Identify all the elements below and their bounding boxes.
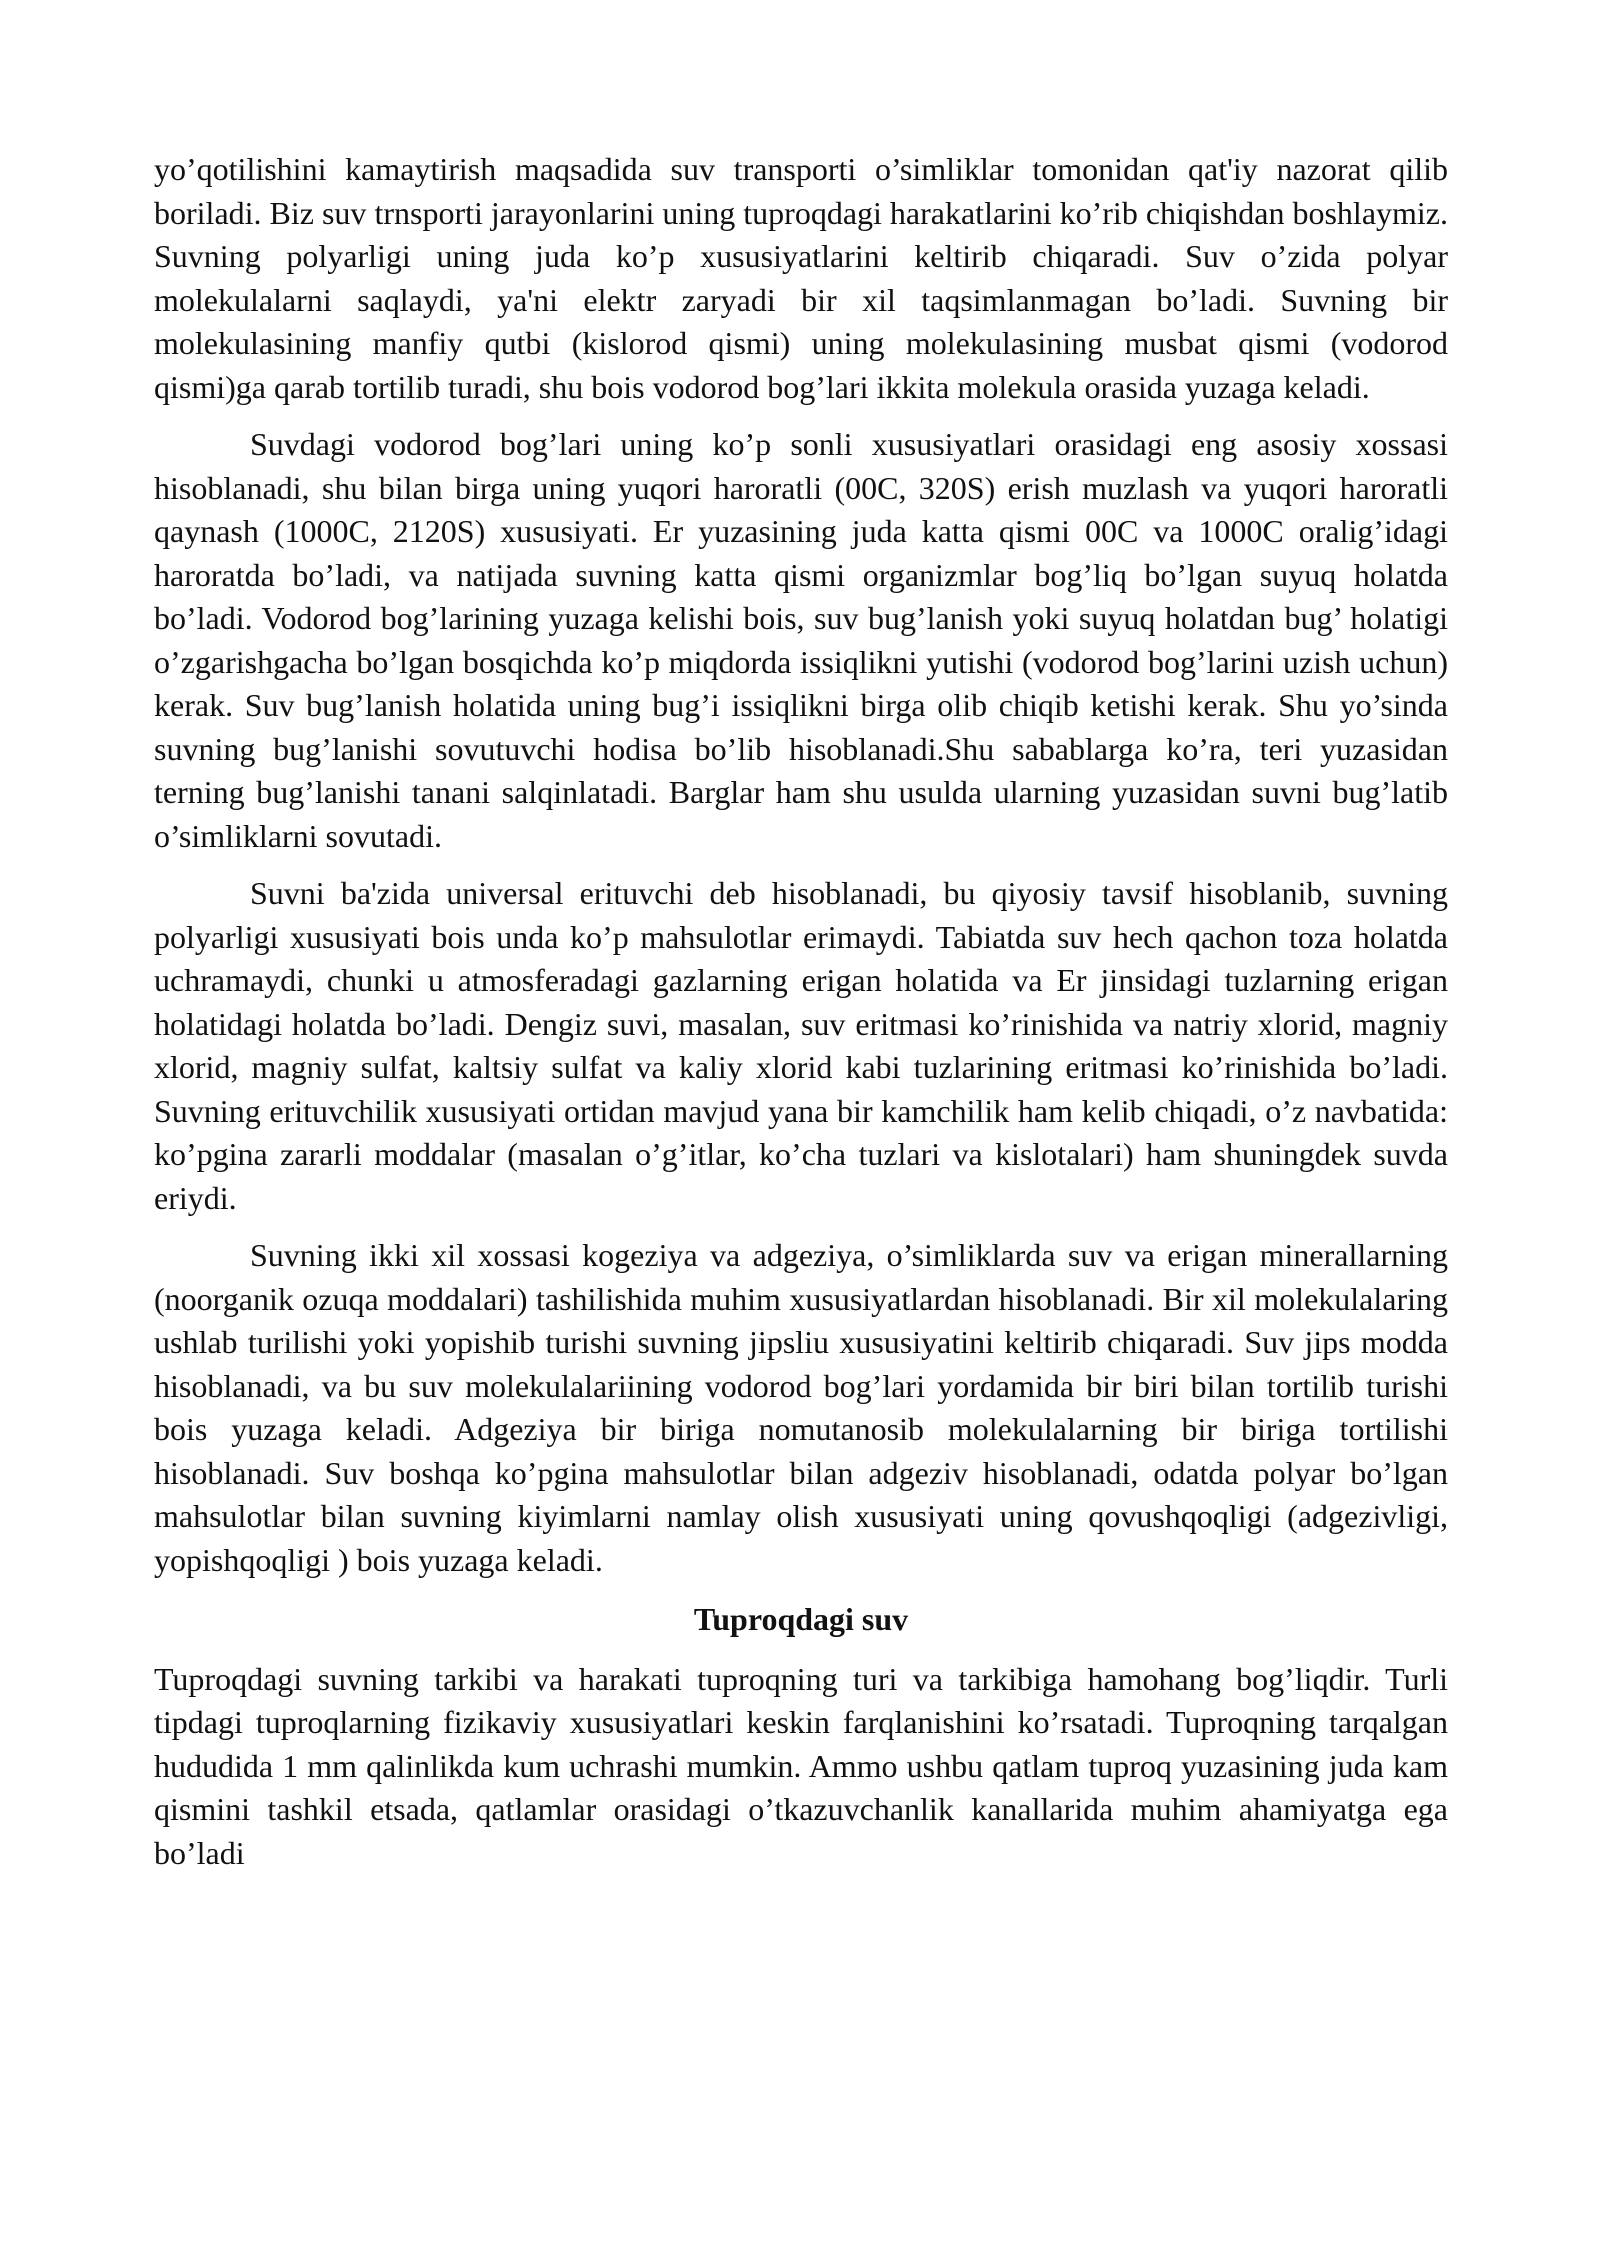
paragraph-cohesion-adhesion: Suvning ikki xil xossasi kogeziya va adgeziya, o’simliklarda suv va erigan minerallarning (noorganik ozuqa moddalari) tashilishida muhim xususiyatlardan hisoblanadi. Bir xil molekulalaring ushlab turilishi yoki yopishib turishi suvning jipsliu xususiyatini keltirib chiqaradi. Suv jips modda hisoblanadi, va bu suv molekulalariining vodorod bog’lari yordamida bir biri bilan tortilib turishi bois yuzaga keladi. Adgeziya bir biriga nomutanosib molekulalarning bir biriga tortilishi hisoblanadi. Suv boshqa ko’pgina mahsulotlar bilan adgeziv hisoblanadi, odatda polyar bo’lgan mahsulotlar bilan suvning kiyimlarni namlay olish xususiyati uning qovushqoqligi (adgezivligi, yopishqoqligi ) bois yuzaga keladi. xyxy=(154,1237,1448,1578)
paragraph-water-polarity: yo’qotilishini kamaytirish maqsadida suv transporti o’simliklar tomonidan qat'iy nazorat qilib boriladi. Biz suv trnsporti jarayonlarini uning tuproqdagi harakatlarini ko’rib chiqishdan boshlaymiz. Suvning polyarligi uning juda ko’p xususiyatlarini keltirib chiqaradi. Suv o’zida polyar molekulalarni saqlaydi, ya'ni elektr zaryadi bir xil taqsimlanmagan bo’ladi. Suvning bir molekulasining manfiy qutbi (kislorod qismi) uning molekulasining musbat qismi (vodorod qismi)ga qarab tortilib turadi, shu bois vodorod bog’lari ikkita molekula orasida yuzaga keladi. xyxy=(154,151,1448,405)
paragraph-universal-solvent: Suvni ba'zida universal erituvchi deb hisoblanadi, bu qiyosiy tavsif hisoblanib, suvning polyarligi xususiyati bois unda ko’p mahsulotlar erimaydi. Tabiatda suv hech qachon toza holatda uchramaydi, chunki u atmosferadagi gazlarning erigan holatida va Er jinsidagi tuzlarning erigan holatidagi holatda bo’ladi. Dengiz suvi, masalan, suv eritmasi ko’rinishida va natriy xlorid, magniy xlorid, magniy sulfat, kaltsiy sulfat va kaliy xlorid kabi tuzlarining eritmasi ko’rinishida bo’ladi. Suvning erituvchilik xususiyati ortidan mavjud yana bir kamchilik ham kelib chiqadi, o’z navbatida: ko’pgina zararli moddalar (masalan o’g’itlar, ko’cha tuzlari va kislotalari) ham shuningdek suvda eriydi. xyxy=(154,875,1448,1216)
section-heading: Tuproqdagi suv xyxy=(693,1601,909,1637)
paragraph-soil-water: Tuproqdagi suvning tarkibi va harakati tuproqning turi va tarkibiga hamohang bog’liqdir. Turli tipdagi tuproqlarning fizikaviy xususiyatlari keskin farqlanishini ko’rsatadi. Tuproqning tarqalgan hududida 1 mm qalinlikda kum uchrashi mumkin. Ammo ushbu qatlam tuproq yuzasining juda kam qismini tashkil etsada, qatlamlar orasidagi o’tkazuvchanlik kanallarida muhim ahamiyatga ega bo’ladi xyxy=(154,1660,1448,1871)
document-page xyxy=(154,148,1448,1875)
paragraph-hydrogen-bonds: Suvdagi vodorod bog’lari uning ko’p sonli xususiyatlari orasidagi eng asosiy xossasi hisoblanadi, shu bilan birga uning yuqori haroratli (00C, 320S) erish muzlash va yuqori haroratli qaynash (1000C, 2120S) xususiyati. Er yuzasining juda katta qismi 00C va 1000C oralig’idagi haroratda bo’ladi, va natijada suvning katta qismi organizmlar bog’liq bo’lgan suyuq holatda bo’ladi. Vodorod bog’larining yuzaga kelishi bois, suv bug’lanish yoki suyuq holatdan bug’ holatigi o’zgarishgacha bo’lgan bosqichda ko’p miqdorda issiqlikni yutishi (vodorod bog’larini uzish uchun) kerak. Suv bug’lanish holatida uning bug’i issiqlikni birga olib chiqib ketishi kerak. Shu yo’sinda suvning bug’lanishi sovutuvchi hodisa bo’lib hisoblanadi.Shu sabablarga ko’ra, teri yuzasidan terning bug’lanishi tanani salqinlatadi. Barglar ham shu usulda ularning yuzasidan suvni bug’latib o’simliklarni sovutadi. xyxy=(154,426,1448,854)
